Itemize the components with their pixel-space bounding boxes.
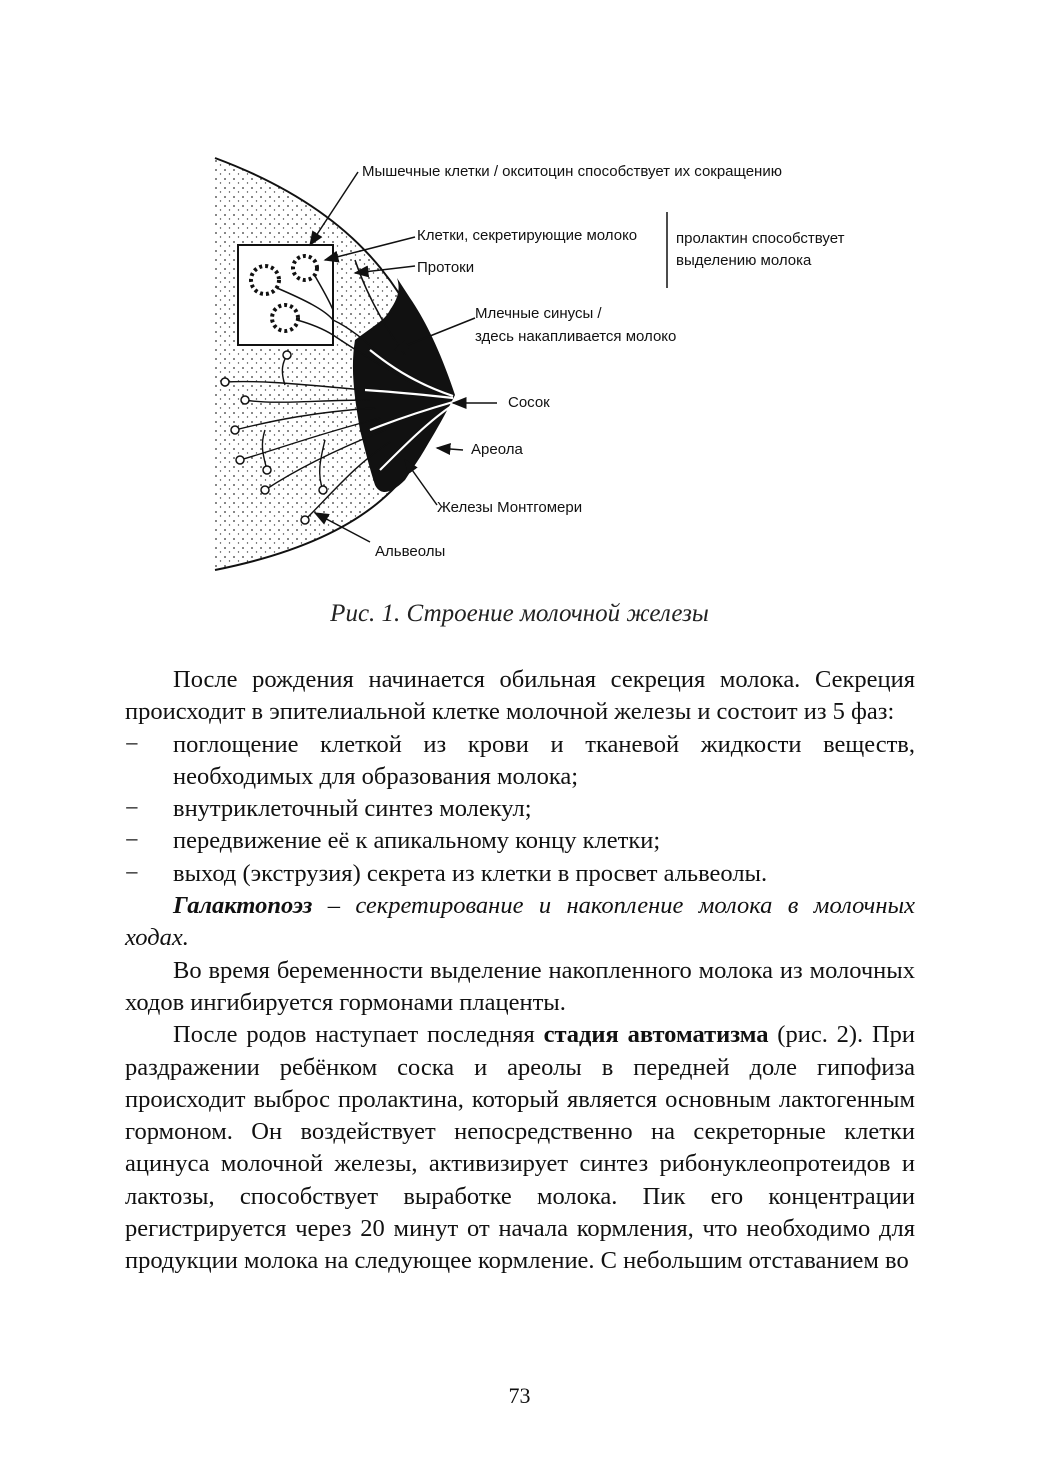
label-nipple: Сосок [508, 394, 550, 411]
paragraph-secretion: После рождения начинается обильная секреция молока. Секреция происходит в эпителиальной клетке молочной железы и состоит из 5 фаз: [125, 666, 915, 726]
paragraph-automatism: После родов наступает последняя стадия автоматизма (рис. 2). При раздражении ребёнком соска и ареолы в передней доле гипофиза происходит выброс пролактина, который является основным лактогенным гормоном. Он воздействует непосредственно на секреторные клетки ацинуса молочной железы, активизирует синтез рибонуклеопротеидов и лактозы, способствует выработке молока. Пик его концентрации регистрируется через 20 минут от начала кормления, что необходимо для продукции молока на следующее кормление. С небольшим отставанием во [125, 1021, 915, 1275]
label-prolactin-line2: выделению молока [676, 252, 812, 269]
label-sinuses-line2: здесь накапливается молоко [475, 328, 677, 345]
list-item: − внутриклеточный синтез молекул; [125, 795, 532, 823]
label-ducts: Протоки [417, 259, 475, 276]
label-areola: Ареола [471, 441, 523, 458]
label-secreting-cells: Клетки, секретирующие молоко [417, 227, 638, 244]
label-prolactin-line1: пролактин способствует [676, 230, 845, 247]
page-number: 73 [508, 1383, 531, 1408]
label-sinuses-line1: Млечные синусы / [475, 305, 602, 322]
label-muscle-cells: Мышечные клетки / окситоцин способствует их сокращению [362, 163, 782, 180]
term-galactopoiesis: Галактопоэз [173, 892, 313, 920]
list-item: − поглощение клеткой из крови и тканевой жидкости веществ, необходимых для образования молока; [125, 730, 915, 790]
paragraph-pregnancy: Во время беременности выделение накопленного молока из молочных ходов ингибируется гормонами плаценты. [125, 956, 915, 1016]
term-automatism: стадия автоматизма [543, 1021, 769, 1049]
paragraph-galactopoiesis: Галактопоэз – секретирование и накопление молока в молочных ходах. [125, 892, 915, 952]
label-montgomery: Железы Монтгомери [437, 499, 583, 516]
breast-structure-figure [205, 150, 885, 580]
label-alveoli: Альвеолы [375, 543, 446, 560]
figure-caption: Рис. 1. Строение молочной железы [330, 600, 709, 627]
list-item: − выход (экструзия) секрета из клетки в просвет альвеолы. [125, 859, 768, 887]
main-text [125, 664, 915, 1278]
list-item: − передвижение её к апикальному концу клетки; [125, 827, 661, 855]
